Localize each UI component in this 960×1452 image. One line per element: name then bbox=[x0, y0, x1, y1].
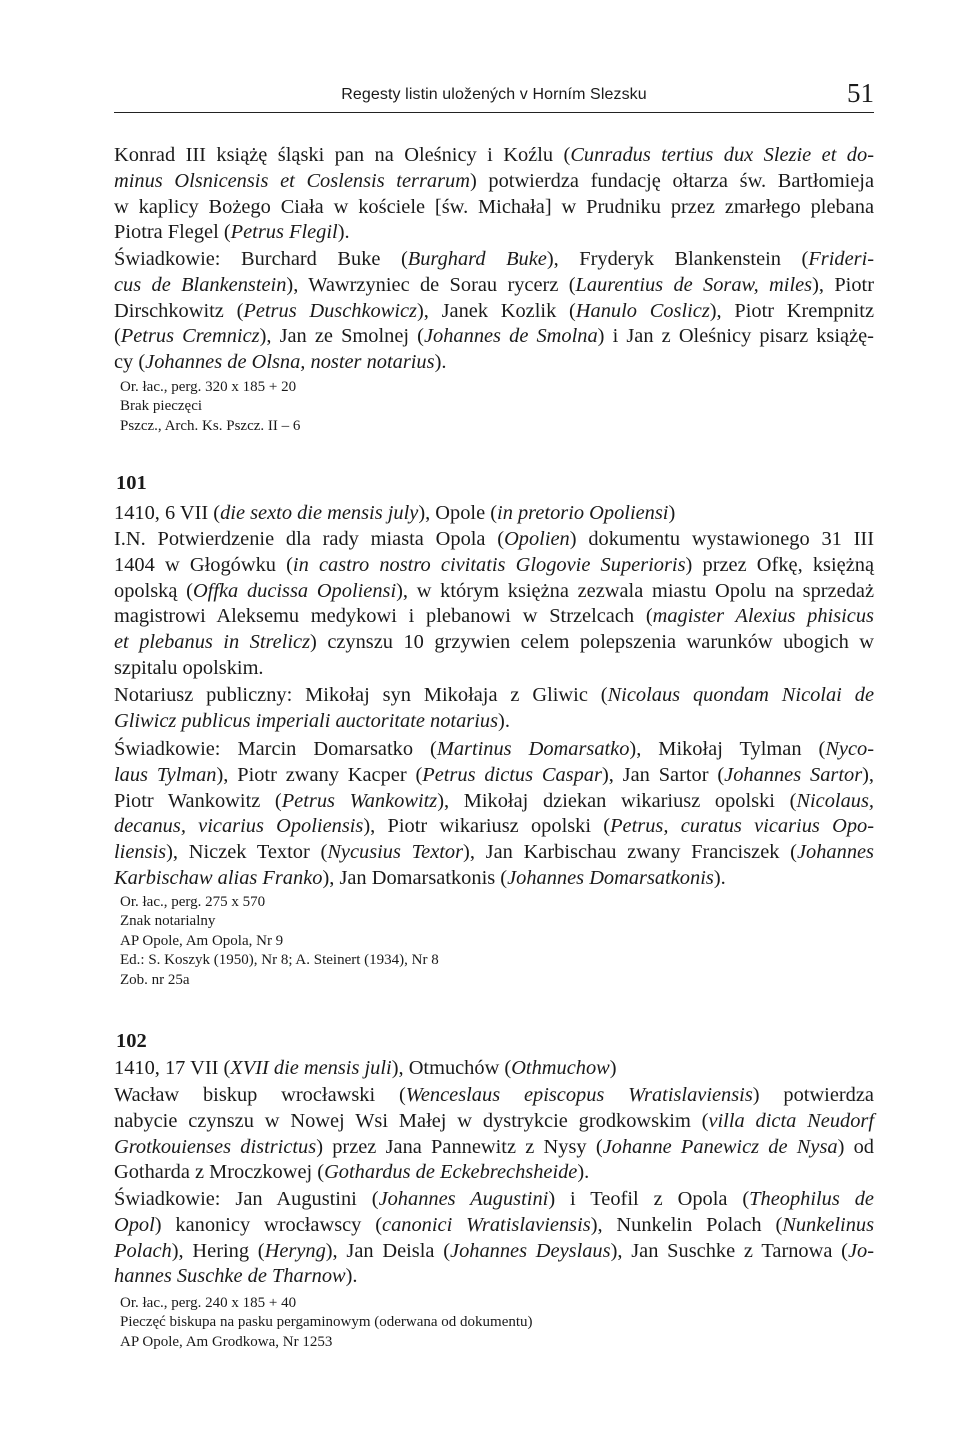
text-line: Dirschkowitz (Petrus Duschkowicz), Janek Kozlik (Hanulo Coslicz), Piotr Krempnitz bbox=[114, 299, 874, 322]
text-line: Świadkowie: Burchard Buke (Burghard Buke), Fryderyk Blankenstein (Frideri- bbox=[114, 248, 875, 270]
entry-100-regest bbox=[114, 143, 874, 246]
entry-101-regest bbox=[114, 527, 874, 682]
note-line: AP Opole, Am Opola, Nr 9 bbox=[120, 932, 284, 949]
note-line: Ed.: S. Koszyk (1950), Nr 8; A. Steinert (1934), Nr 8 bbox=[120, 952, 439, 969]
text-line: 1410, 6 VII (die sexto die mensis july), Opole (in pretorio Opoliensi) bbox=[114, 502, 676, 524]
entry-number: 102 bbox=[116, 1030, 147, 1052]
text-line: magistrowi Aleksemu medykowi i plebanowi w Strzelcach (magister Alexius phisicus bbox=[114, 605, 874, 628]
text-line: Gotharda z Mroczkowej (Gothardus de Eckebrechsheide). bbox=[114, 1161, 590, 1184]
text-line: nabycie czynszu w Nowej Wsi Małej w dystrykcie grodkowskim (villa dicta Neudorf bbox=[114, 1109, 875, 1132]
entry-100-witnesses bbox=[114, 247, 874, 376]
text-line: Notariusz publiczny: Mikołaj syn Mikołaja z Gliwic (Nicolaus quondam Nicolai de bbox=[114, 684, 874, 706]
entry-102-date bbox=[114, 1056, 874, 1082]
text-line: liensis), Niczek Textor (Nycusius Textor), Jan Karbischau zwany Franciszek (Johannes bbox=[114, 841, 874, 864]
text-line: Gliwicz publicus imperiali auctoritate notarius). bbox=[114, 709, 510, 732]
text-line: (Petrus Cremnicz), Jan ze Smolnej (Johannes de Smolna) i Jan z Oleśnicy pisarz książę- bbox=[114, 325, 874, 348]
text-line: minus Olsnicensis et Coslensis terrarum) potwierdza fundację ołtarza św. Bartłomieja bbox=[114, 169, 874, 192]
note-line: Or. łac., perg. 240 x 185 + 40 bbox=[120, 1295, 297, 1311]
entry-number: 101 bbox=[116, 472, 147, 494]
text-line: Świadkowie: Marcin Domarsatko (Martinus Domarsatko), Mikołaj Tylman (Nyco- bbox=[114, 738, 874, 760]
text-line: et plebanus in Strelicz) czynszu 10 grzywien celem polepszenia warunków ubogich w bbox=[114, 631, 874, 654]
text-line: opolską (Offka ducissa Opoliensi), w którym księżna zezwala miastu Opolu na sprzedaż bbox=[114, 579, 874, 602]
header-rule bbox=[114, 112, 874, 113]
note-line: Zob. nr 25a bbox=[120, 971, 190, 988]
entry-102-regest bbox=[114, 1083, 874, 1186]
text-line: decanus, vicarius Opoliensis), Piotr wikariusz opolski (Petrus, curatus vicarius Opo- bbox=[114, 815, 874, 838]
note-line: Pszcz., Arch. Ks. Pszcz. II – 6 bbox=[120, 417, 301, 434]
note-line: AP Opole, Am Grodkowa, Nr 1253 bbox=[120, 1333, 333, 1350]
page-number: 51 bbox=[847, 78, 874, 108]
text-line: szpitalu opolskim. bbox=[114, 656, 264, 679]
entry-101-date bbox=[114, 501, 874, 527]
text-line: Piotra Flegel (Petrus Flegil). bbox=[114, 221, 350, 244]
text-line: laus Tylman), Piotr zwany Kacper (Petrus dictus Caspar), Jan Sartor (Johannes Sartor), bbox=[114, 763, 875, 786]
text-line: I.N. Potwierdzenie dla rady miasta Opola (Opolien) dokumentu wystawionego 31 III bbox=[114, 528, 874, 550]
entry-101-notary bbox=[114, 683, 874, 735]
entry-101-notes bbox=[120, 893, 860, 990]
running-title: Regesty listin uložených v Horním Slezsku bbox=[341, 86, 647, 103]
text-line: Świadkowie: Jan Augustini (Johannes Augustini) i Teofil z Opola (Theophilus de bbox=[114, 1188, 874, 1210]
entry-101-witnesses bbox=[114, 737, 874, 892]
text-line: 1410, 17 VII (XVII die mensis juli), Otmuchów (Othmuchow) bbox=[114, 1057, 617, 1079]
text-line: Grotkouienses districtus) przez Jana Pannewitz z Nysy (Johanne Panewicz de Nysa) od bbox=[114, 1135, 874, 1158]
text-line: Polach), Hering (Heryng), Jan Deisla (Johannes Deyslaus), Jan Suschke z Tarnowa (Jo- bbox=[114, 1239, 875, 1262]
note-line: Znak notarialny bbox=[120, 913, 216, 930]
text-line: w kaplicy Bożego Ciała w kościele [św. Michała] w Prudniku przez zmarłego plebana bbox=[114, 195, 874, 218]
text-line: 1404 w Głogówku (in castro nostro civitatis Glogovie Superioris) przez Ofkę, księżną bbox=[114, 553, 874, 576]
text-line: Piotr Wankowitz (Petrus Wankowitz), Mikołaj dziekan wikariusz opolski (Nicolaus, bbox=[114, 789, 874, 812]
text-line: cy (Johannes de Olsna, noster notarius). bbox=[114, 351, 447, 374]
text-line: hannes Suschke de Tharnow). bbox=[114, 1265, 358, 1288]
text-line: Karbischaw alias Franko), Jan Domarsatkonis (Johannes Domarsatkonis). bbox=[114, 866, 726, 889]
running-header bbox=[114, 80, 874, 114]
note-line: Brak pieczęci bbox=[120, 398, 203, 415]
text-line: Opol) kanonicy wrocławscy (canonici Wratislaviensis), Nunkelin Polach (Nunkelinus bbox=[114, 1213, 875, 1236]
entry-102-witnesses bbox=[114, 1187, 874, 1290]
entry-102-notes bbox=[120, 1294, 860, 1352]
text-line: Konrad III książę śląski pan na Oleśnicy i Koźlu (Cunradus tertius dux Slezie et do- bbox=[114, 144, 874, 166]
entry-100-notes bbox=[120, 378, 860, 436]
note-line: Or. łac., perg. 320 x 185 + 20 bbox=[120, 379, 297, 395]
note-line: Or. łac., perg. 275 x 570 bbox=[120, 894, 266, 910]
note-line: Pieczęć biskupa na pasku pergaminowym (oderwana od dokumentu) bbox=[120, 1314, 533, 1331]
text-line: Wacław biskup wrocławski (Wenceslaus episcopus Wratislaviensis) potwierdza bbox=[114, 1084, 874, 1106]
text-line: cus de Blankenstein), Wawrzyniec de Sorau rycerz (Laurentius de Soraw, miles), Piotr bbox=[114, 273, 874, 296]
